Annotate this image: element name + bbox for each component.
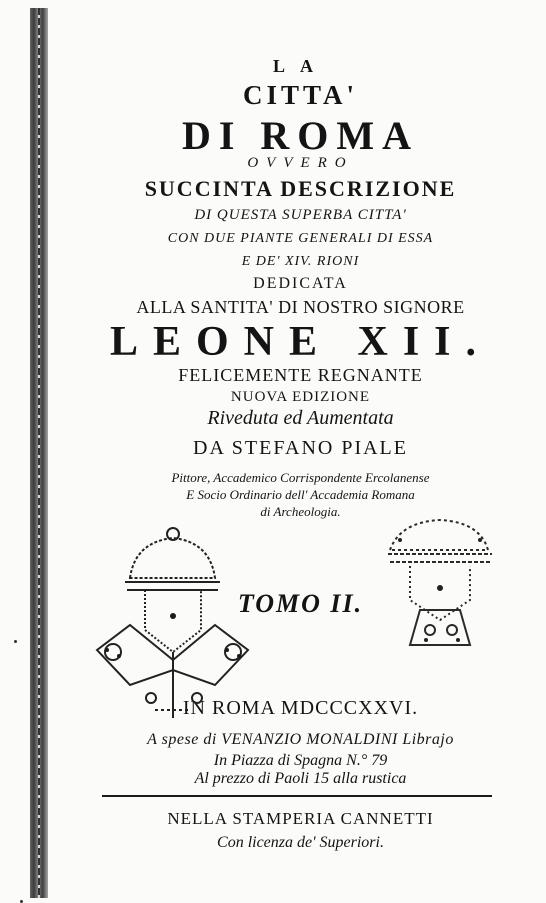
title-la: LA <box>272 56 328 76</box>
imprint-publisher: A spese di VENANZIO MONALDINI Librajo <box>147 731 454 748</box>
printer-line: NELLA STAMPERIA CANNETTI <box>167 809 434 828</box>
dedication-alla: ALLA SANTITA' DI NOSTRO SIGNORE <box>136 297 465 317</box>
subtitle-succinta: SUCCINTA DESCRIZIONE <box>144 176 457 201</box>
title-di-roma: DI ROMA <box>181 113 420 158</box>
subtitle-con-due: CON DUE PIANTE GENERALI DI ESSA <box>167 231 434 246</box>
subtitle-di-questa: DI QUESTA SUPERBA CITTA' <box>194 207 407 223</box>
dedication-leone: LEONE XII. <box>109 319 492 365</box>
library-crown-stamp-icon <box>85 520 260 730</box>
printer-rule <box>102 795 492 797</box>
imprint-address: In Piazza di Spagna N.° 79 <box>213 752 388 769</box>
imprint-price: Al prezzo di Paoli 15 alla rustica <box>194 770 407 787</box>
imprint-place-date: IN ROMA MDCCCXXVI. <box>182 697 419 719</box>
author-name: DA STEFANO PIALE <box>193 437 408 459</box>
title-citta: CITTA' <box>242 80 359 110</box>
library-crown-stamp-icon <box>360 470 520 670</box>
dedication-felicemente: FELICEMENTE REGNANTE <box>178 365 423 385</box>
dedication-dedicata: DEDICATA <box>253 275 348 292</box>
subtitle-e-de: E DE' XIV. RIONI <box>241 254 360 269</box>
title-page <box>55 0 546 900</box>
author-socio: E Socio Ordinario dell' Accademia Romana <box>186 487 415 502</box>
author-pittore: Pittore, Accademico Corrispondente Ercolanense <box>171 470 430 485</box>
volume-label: TOMO II. <box>237 589 364 618</box>
book-spine <box>30 8 48 898</box>
edition-riveduta: Riveduta ed Aumentata <box>207 407 394 429</box>
title-ovvero: OVVERO <box>247 155 354 171</box>
license-line: Con licenza de' Superiori. <box>217 834 384 851</box>
edition-nuova: NUOVA EDIZIONE <box>230 389 371 405</box>
margin-speck <box>14 640 17 643</box>
author-archeologia: di Archeologia. <box>260 504 341 519</box>
